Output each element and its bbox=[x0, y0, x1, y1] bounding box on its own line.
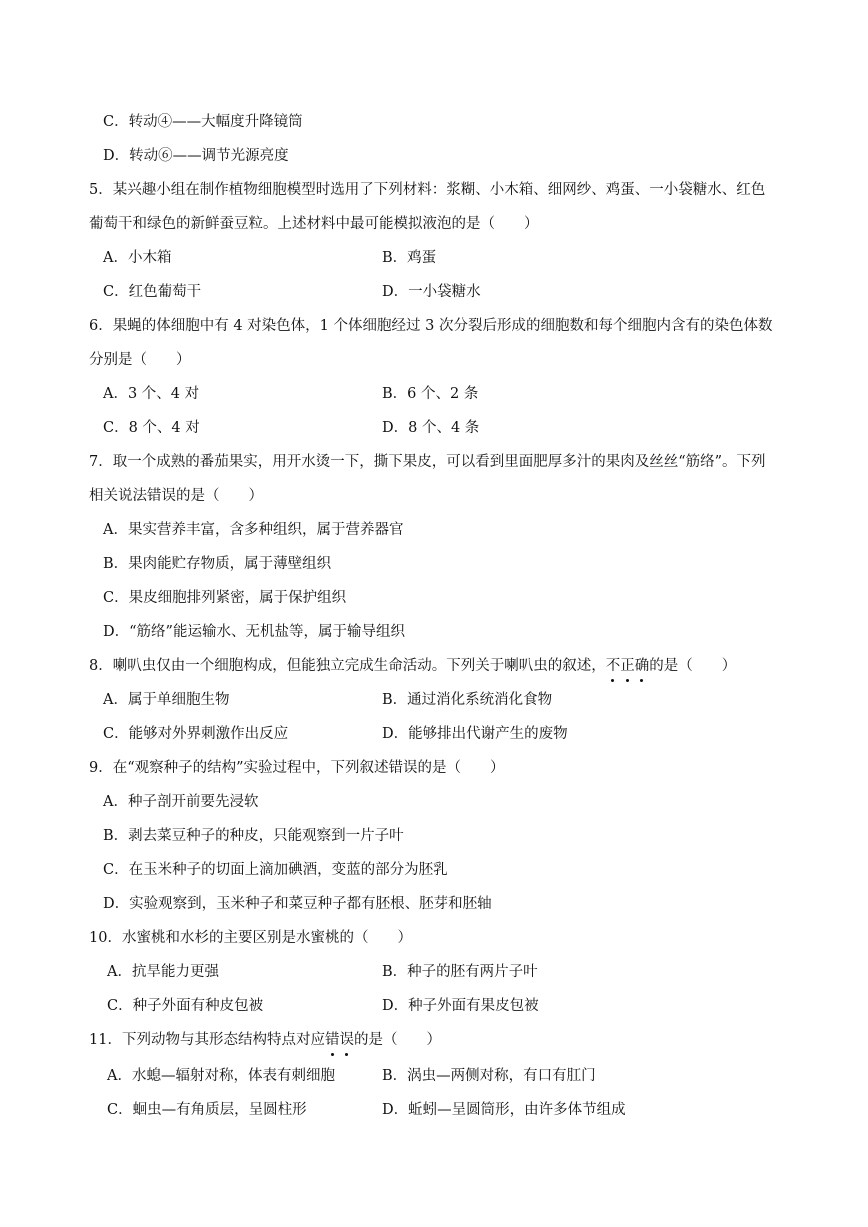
q5-stem-line1: 5．某兴趣小组在制作植物细胞模型时选用了下列材料：浆糊、小木箱、细网纱、鸡蛋、一小袋糖水、红色 bbox=[89, 182, 766, 198]
q10-option-a: A．抗旱能力更强 bbox=[107, 964, 219, 980]
q8-emphasis-char: 不 bbox=[605, 658, 621, 674]
q8-stem bbox=[89, 656, 736, 676]
q4-option-d: D．转动⑥——调节光源亮度 bbox=[103, 148, 289, 164]
q8-option-b: B．通过消化系统消化食物 bbox=[382, 692, 553, 708]
q5-option-c: C．红色葡萄干 bbox=[103, 284, 202, 300]
q7-option-d: D．“筋络”能运输水、无机盐等，属于输导组织 bbox=[103, 624, 405, 640]
q6-stem-line1: 6．果蝇的体细胞中有 4 对染色体，1 个体细胞经过 3 次分裂后形成的细胞数和每个细胞内含有的染色体数 bbox=[89, 318, 773, 334]
q10-stem: 10．水蜜桃和水杉的主要区别是水蜜桃的（ ） bbox=[89, 930, 412, 946]
q11-option-a: A．水螅—辐射对称，体表有刺细胞 bbox=[107, 1068, 335, 1084]
q6-option-a: A．3 个、4 对 bbox=[103, 386, 200, 402]
q10-option-c: C．种子外面有种皮包被 bbox=[107, 998, 264, 1014]
q8-option-c: C．能够对外界刺激作出反应 bbox=[103, 726, 289, 742]
q11-option-d: D．蚯蚓—呈圆筒形，由许多体节组成 bbox=[382, 1102, 626, 1118]
q5-stem-line2: 葡萄干和绿色的新鲜蚕豆粒。上述材料中最可能模拟液泡的是（ ） bbox=[89, 216, 539, 232]
q7-stem-line1: 7．取一个成熟的番茄果实，用开水烫一下，撕下果皮，可以看到里面肥厚多汁的果肉及丝丝“筋络”。下列 bbox=[89, 454, 766, 470]
q9-option-c: C．在玉米种子的切面上滴加碘酒，变蓝的部分为胚乳 bbox=[103, 862, 448, 878]
q10-option-d: D．种子外面有果皮包被 bbox=[382, 998, 539, 1014]
q4-option-c: C．转动④——大幅度升降镜筒 bbox=[103, 114, 303, 130]
q5-option-b: B．鸡蛋 bbox=[382, 250, 437, 266]
q8-stem-tail: 的是（ ） bbox=[649, 658, 737, 674]
q6-stem-line2: 分别是（ ） bbox=[89, 352, 191, 368]
q8-emphasis-char: 正 bbox=[620, 658, 635, 674]
q5-option-d: D．一小袋糖水 bbox=[382, 284, 481, 300]
q5-option-a: A．小木箱 bbox=[103, 250, 172, 266]
q7-stem-line2: 相关说法错误的是（ ） bbox=[89, 488, 263, 504]
q7-option-b: B．果肉能贮存物质，属于薄壁组织 bbox=[103, 556, 332, 572]
q11-option-c: C．蛔虫—有角质层，呈圆柱形 bbox=[107, 1102, 307, 1118]
q8-option-d: D．能够排出代谢产生的废物 bbox=[382, 726, 568, 742]
q9-option-a: A．种子剖开前要先浸软 bbox=[103, 794, 259, 810]
q8-emphasis-char: 确 bbox=[634, 658, 650, 674]
q10-option-b: B．种子的胚有两片子叶 bbox=[382, 964, 538, 980]
q11-stem bbox=[89, 1030, 441, 1050]
q7-option-a: A．果实营养丰富，含多种组织，属于营养器官 bbox=[103, 522, 404, 538]
q7-option-c: C．果皮细胞排列紧密，属于保护组织 bbox=[103, 590, 347, 606]
q11-emphasis-char: 错 bbox=[324, 1032, 340, 1048]
q8-option-a: A．属于单细胞生物 bbox=[103, 692, 230, 708]
q6-option-b: B．6 个、2 条 bbox=[382, 386, 479, 402]
q11-emphasis-char: 误 bbox=[339, 1032, 354, 1048]
q9-option-d: D．实验观察到，玉米种子和菜豆种子都有胚根、胚芽和胚轴 bbox=[103, 896, 492, 912]
q6-option-c: C．8 个、4 对 bbox=[103, 420, 200, 436]
q11-option-b: B．涡虫—两侧对称，有口有肛门 bbox=[382, 1068, 596, 1084]
q9-option-b: B．剥去菜豆种子的种皮，只能观察到一片子叶 bbox=[103, 828, 404, 844]
q11-stem-text: 11．下列动物与其形态结构特点对应 bbox=[89, 1032, 325, 1048]
q8-stem-text: 8．喇叭虫仅由一个细胞构成，但能独立完成生命活动。下列关于喇叭虫的叙述， bbox=[89, 658, 606, 674]
q9-stem: 9．在“观察种子的结构”实验过程中，下列叙述错误的是（ ） bbox=[89, 760, 505, 776]
q11-stem-tail: 的是（ ） bbox=[353, 1032, 441, 1048]
q6-option-d: D．8 个、4 条 bbox=[382, 420, 480, 436]
